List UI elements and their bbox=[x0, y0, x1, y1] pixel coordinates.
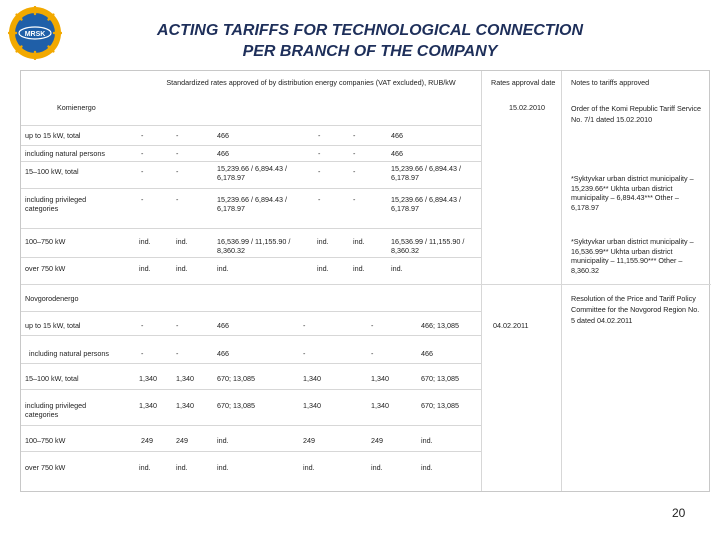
row-label: including natural persons bbox=[29, 349, 109, 358]
approval-date-komi: 15.02.2010 bbox=[509, 103, 545, 112]
table-cell: ind. bbox=[317, 237, 329, 246]
page-title bbox=[80, 20, 660, 62]
table-cell: 15,239.66 / 6,894.43 / 6,178.97 bbox=[391, 195, 461, 213]
table-cell: - bbox=[141, 131, 144, 140]
page-number: 20 bbox=[672, 506, 686, 520]
table-cell: - bbox=[141, 167, 144, 176]
table-cell: - bbox=[353, 167, 356, 176]
note-novgorod: Resolution of the Price and Tariff Policy Committee for the Novgorod Region No. 5 dated 04.02.2011 bbox=[571, 294, 700, 325]
table-cell: 1,340 bbox=[371, 401, 389, 410]
table-cell: 249 bbox=[176, 436, 188, 445]
table-cell: ind. bbox=[353, 237, 365, 246]
row-label: 15–100 kW, total bbox=[25, 374, 79, 383]
table-cell: - bbox=[141, 195, 144, 204]
table-cell: 249 bbox=[371, 436, 383, 445]
table-cell: 466 bbox=[217, 321, 229, 330]
table-cell: - bbox=[303, 349, 306, 358]
row-label: including privileged categories bbox=[25, 401, 87, 419]
table-cell: - bbox=[318, 167, 321, 176]
table-cell: ind. bbox=[217, 436, 229, 445]
table-cell: - bbox=[176, 167, 179, 176]
table-cell: ind. bbox=[176, 463, 188, 472]
table-cell: 15,239.66 / 6,894.43 / 6,178.97 bbox=[217, 164, 287, 182]
row-label: 15–100 kW, total bbox=[25, 167, 79, 176]
row-label: including privileged categories bbox=[25, 195, 87, 213]
col-header-rates: Standardized rates approved of by distribution energy companies (VAT excluded), RUB/kW bbox=[166, 78, 456, 87]
table-cell: 249 bbox=[303, 436, 315, 445]
row-label: 100–750 kW bbox=[25, 436, 66, 445]
table-cell: ind. bbox=[317, 264, 329, 273]
table-cell: - bbox=[353, 195, 356, 204]
table-cell: - bbox=[176, 131, 179, 140]
row-label: including natural persons bbox=[25, 149, 105, 158]
table-cell: 1,340 bbox=[371, 374, 389, 383]
table-cell: 1,340 bbox=[303, 374, 321, 383]
title-line-1: ACTING TARIFFS FOR TECHNOLOGICAL CONNECTION bbox=[156, 22, 584, 39]
table-cell: - bbox=[176, 195, 179, 204]
title-line-2: PER BRANCH OF THE COMPANY bbox=[242, 43, 498, 60]
row-divider bbox=[21, 145, 481, 146]
approval-date-novgorod: 04.02.2011 bbox=[493, 321, 529, 330]
row-divider bbox=[21, 161, 481, 162]
tariffs-table bbox=[20, 70, 710, 492]
table-cell: 466 bbox=[421, 349, 433, 358]
col-header-date: Rates approval date bbox=[491, 78, 556, 87]
table-cell: 670; 13,085 bbox=[217, 374, 255, 383]
row-label: up to 15 kW, total bbox=[25, 131, 81, 140]
row-label: 100–750 kW bbox=[25, 237, 66, 246]
table-cell: 1,340 bbox=[139, 401, 157, 410]
table-cell: ind. bbox=[217, 264, 229, 273]
row-label: up to 15 kW, total bbox=[25, 321, 81, 330]
table-cell: - bbox=[318, 131, 321, 140]
row-label: over 750 kW bbox=[25, 264, 66, 273]
table-cell: 466 bbox=[217, 349, 229, 358]
table-cell: 670; 13,085 bbox=[217, 401, 255, 410]
table-cell: ind. bbox=[421, 436, 433, 445]
table-cell: ind. bbox=[139, 463, 151, 472]
table-cell: 1,340 bbox=[176, 374, 194, 383]
table-cell: - bbox=[141, 349, 144, 358]
row-divider bbox=[21, 257, 481, 258]
row-divider bbox=[21, 389, 481, 390]
row-divider bbox=[21, 425, 481, 426]
section-divider bbox=[21, 284, 711, 285]
table-cell: - bbox=[176, 321, 179, 330]
table-cell: ind. bbox=[176, 264, 188, 273]
row-divider bbox=[21, 451, 481, 452]
column-separator bbox=[561, 71, 562, 491]
table-cell: 466 bbox=[217, 131, 229, 140]
note-komi-100-750: *Syktyvkar urban district municipality – 16,536.99** Ukhta urban district municipality – 11,155.90*** Other – 8,360.32 bbox=[571, 237, 694, 275]
table-cell: ind. bbox=[371, 463, 383, 472]
table-cell: ind. bbox=[139, 264, 151, 273]
table-cell: 16,536.99 / 11,155.90 / 8,360.32 bbox=[217, 237, 291, 255]
table-cell: - bbox=[303, 321, 306, 330]
table-cell: 249 bbox=[141, 436, 153, 445]
row-label: over 750 kW bbox=[25, 463, 66, 472]
row-divider bbox=[21, 188, 481, 189]
branch-name-novgorod: Novgorodenergo bbox=[25, 294, 79, 303]
table-cell: 466 bbox=[217, 149, 229, 158]
table-cell: 16,536.99 / 11,155.90 / 8,360.32 bbox=[391, 237, 465, 255]
table-cell: 15,239.66 / 6,894.43 / 6,178.97 bbox=[391, 164, 461, 182]
note-komi-15-100: *Syktyvkar urban district municipality – 15,239.66** Ukhta urban district municipality – 6,894.43*** Other – 6,178.97 bbox=[571, 174, 694, 212]
table-cell: 1,340 bbox=[176, 401, 194, 410]
svg-text:MRSK: MRSK bbox=[24, 31, 46, 38]
table-cell: 670; 13,085 bbox=[421, 374, 459, 383]
table-cell: - bbox=[371, 349, 374, 358]
row-divider bbox=[21, 228, 481, 229]
table-cell: 1,340 bbox=[303, 401, 321, 410]
table-cell: ind. bbox=[421, 463, 433, 472]
table-cell: - bbox=[353, 131, 356, 140]
row-divider bbox=[21, 363, 481, 364]
table-cell: 15,239.66 / 6,894.43 / 6,178.97 bbox=[217, 195, 287, 213]
table-cell: 1,340 bbox=[139, 374, 157, 383]
table-cell: ind. bbox=[391, 264, 403, 273]
row-divider bbox=[21, 125, 481, 126]
table-cell: - bbox=[176, 149, 179, 158]
table-cell: - bbox=[371, 321, 374, 330]
table-cell: - bbox=[353, 149, 356, 158]
table-cell: - bbox=[318, 195, 321, 204]
table-cell: 466 bbox=[391, 131, 403, 140]
row-divider bbox=[21, 311, 481, 312]
table-cell: - bbox=[141, 149, 144, 158]
note-komi-order: Order of the Komi Republic Tariff Service No. 7/1 dated 15.02.2010 bbox=[571, 104, 701, 124]
col-header-notes: Notes to tariffs approved bbox=[571, 78, 650, 87]
table-cell: 466; 13,085 bbox=[421, 321, 459, 330]
company-logo bbox=[8, 6, 62, 60]
table-cell: - bbox=[318, 149, 321, 158]
table-cell: ind. bbox=[217, 463, 229, 472]
column-separator bbox=[481, 71, 482, 491]
table-cell: 466 bbox=[391, 149, 403, 158]
table-cell: ind. bbox=[303, 463, 315, 472]
table-cell: ind. bbox=[139, 237, 151, 246]
table-cell: - bbox=[176, 349, 179, 358]
row-divider bbox=[21, 335, 481, 336]
table-cell: 670; 13,085 bbox=[421, 401, 459, 410]
table-cell: - bbox=[141, 321, 144, 330]
table-cell: ind. bbox=[353, 264, 365, 273]
branch-name-komi: Komienergo bbox=[57, 103, 96, 112]
table-cell: ind. bbox=[176, 237, 188, 246]
